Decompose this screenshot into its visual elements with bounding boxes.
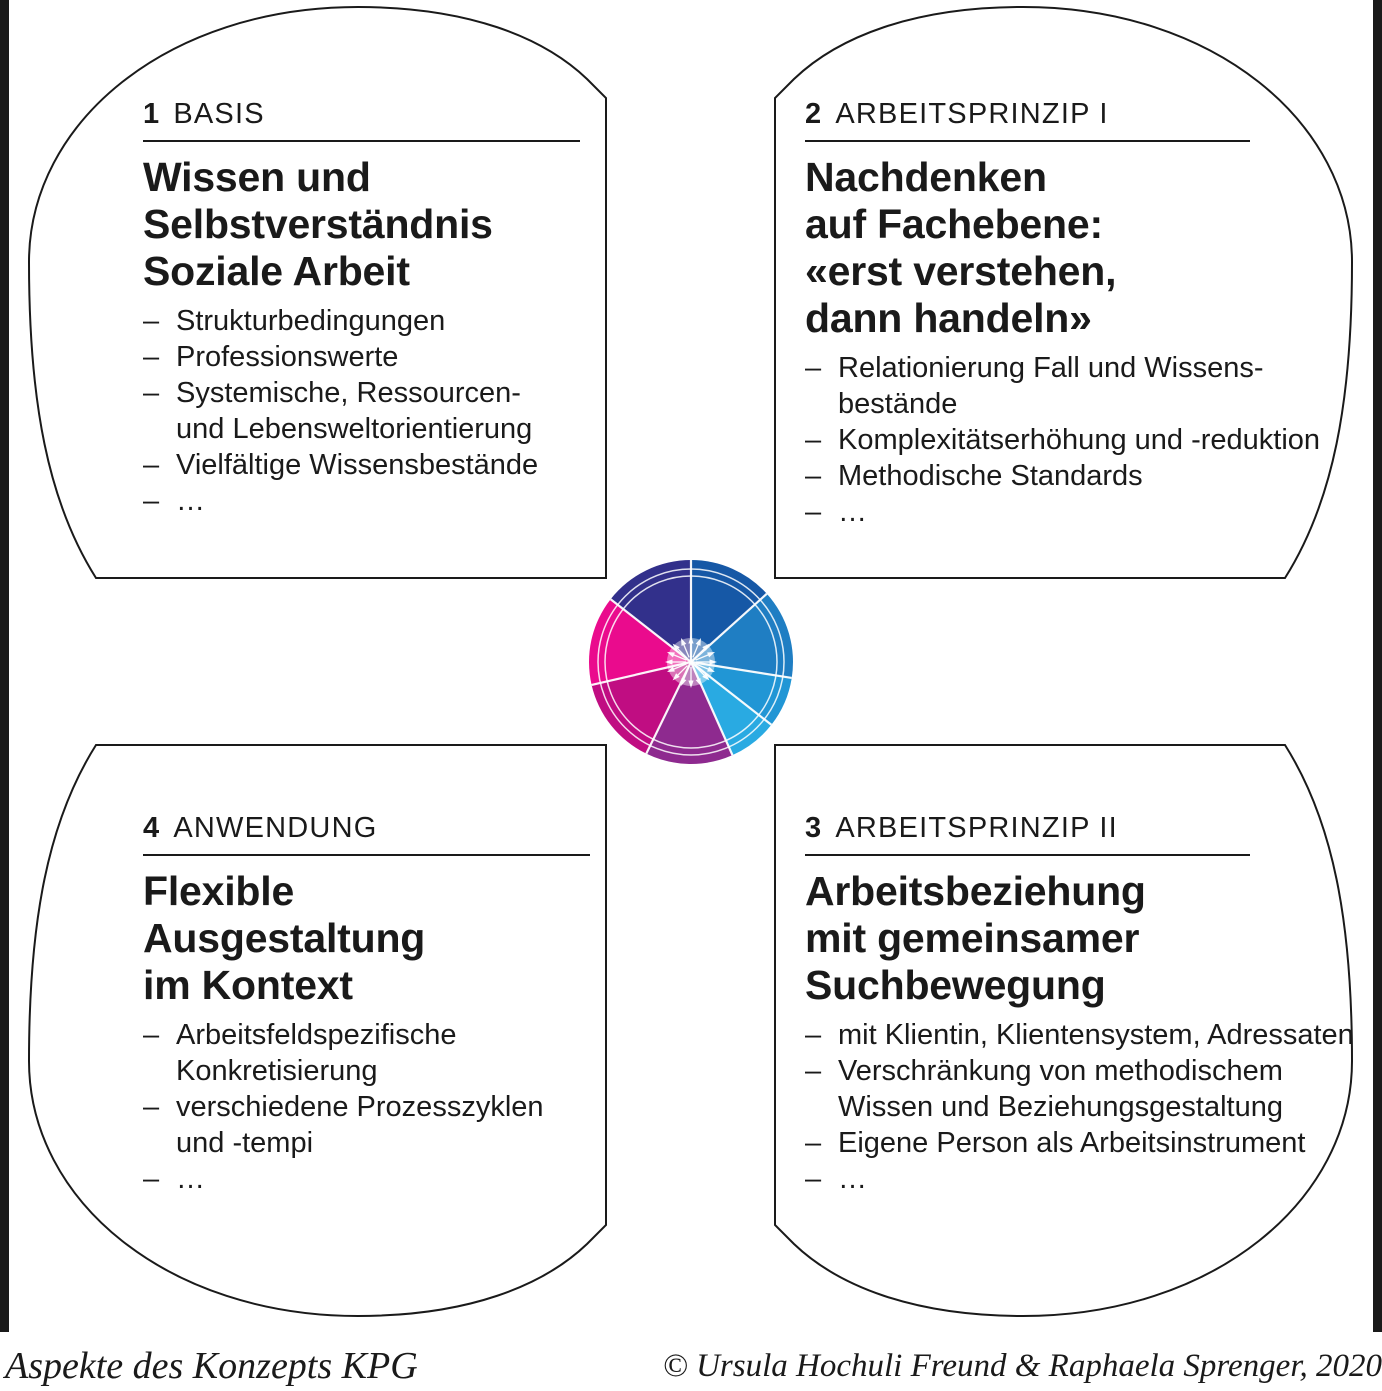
bullet-indent [143,1053,176,1089]
title-line: Wissen und [143,154,371,200]
bullet-item [805,350,1325,386]
bullet-dash: – [805,1019,822,1051]
quadrant-label-text: ARBEITSPRINZIP I [835,98,1109,130]
bullet-item [805,1017,1354,1053]
bullet-dash: – [143,1019,160,1051]
bullet-item-continuation [805,386,1325,422]
bullet-text: Relationierung Fall und Wissens- [838,352,1264,384]
quadrant-label-text: ANWENDUNG [173,812,378,844]
quadrant-title [805,868,1325,1009]
bullet-indent [143,411,176,447]
bullet-list [143,303,663,519]
bullet-item [143,1161,663,1197]
bullet-list [805,350,1325,530]
bullet-text: Vielfältige Wissensbestände [176,449,539,481]
quadrant-label [143,812,590,856]
bullet-item-continuation [805,1089,1325,1125]
bullet-item [143,1017,663,1053]
bullet-indent [143,1125,176,1161]
bullet-item [805,1053,1325,1089]
bullet-text: Konkretisierung [176,1055,378,1087]
bullet-item [805,1125,1325,1161]
title-line: dann handeln» [805,295,1092,341]
quadrant-label-text: ARBEITSPRINZIP II [835,812,1118,844]
quadrant-title [143,868,663,1009]
bullet-text: Systemische, Ressourcen- [176,377,521,409]
copyright-caption: © Ursula Hochuli Freund & Raphaela Sprenger, 2020 [662,1348,1382,1384]
title-line: Arbeitsbeziehung [805,868,1146,914]
title-line: im Kontext [143,962,353,1008]
quadrant-number: 4 [143,812,161,844]
bullet-indent [805,386,838,422]
bullet-item [143,483,663,519]
crop-mark-right [1373,0,1382,1332]
bullet-dash: – [143,1091,160,1123]
bullet-text: … [176,485,205,517]
bullet-dash: – [805,460,822,492]
quadrant-arbeitsprinzip-1 [805,98,1325,530]
bullet-text: Wissen und Beziehungsgestaltung [838,1091,1283,1123]
quadrant-label [805,98,1250,142]
bullet-dash: – [143,305,160,337]
title-line: Soziale Arbeit [143,248,410,294]
quadrant-number: 3 [805,812,823,844]
quadrant-number: 2 [805,98,823,130]
bullet-dash: – [143,485,160,517]
bullet-dash: – [143,341,160,373]
quadrant-label [143,98,580,142]
bullet-item [805,1161,1325,1197]
crop-mark-left [0,0,9,1332]
quadrant-number: 1 [143,98,161,130]
bullet-list [805,1017,1354,1197]
bullet-text: Eigene Person als Arbeitsinstrument [838,1127,1306,1159]
title-line: Ausgestaltung [143,915,426,961]
bullet-dash: – [805,352,822,384]
quadrant-title [143,154,663,295]
bullet-text: Arbeitsfeldspezifische [176,1019,457,1051]
bullet-item [143,303,663,339]
title-line: Flexible [143,868,295,914]
title-line: auf Fachebene: [805,201,1103,247]
quadrant-label [805,812,1250,856]
bullet-dash: – [805,1163,822,1195]
quadrant-anwendung [143,812,663,1197]
bullet-text: … [838,496,867,528]
bullet-item-continuation [143,1125,663,1161]
bullet-dash: – [805,1127,822,1159]
quadrant-basis [143,98,663,519]
title-line: Selbstverständnis [143,201,493,247]
bullet-text: und Lebensweltorientierung [176,413,533,445]
bullet-text: mit Klientin, Klientensystem, Adressaten [838,1019,1354,1051]
figure-caption: Aspekte des Konzepts KPG [5,1345,418,1387]
quadrant-label-text: BASIS [173,98,265,130]
bullet-item-continuation [143,1053,663,1089]
bullet-item [805,422,1325,458]
title-line: Suchbewegung [805,962,1106,1008]
bullet-list [143,1017,663,1197]
bullet-dash: – [805,496,822,528]
process-wheel [589,560,793,764]
bullet-dash: – [143,449,160,481]
bullet-text: Professionswerte [176,341,399,373]
bullet-text: verschiedene Prozesszyklen [176,1091,544,1123]
title-line: Nachdenken [805,154,1047,200]
bullet-dash: – [143,377,160,409]
bullet-dash: – [805,1055,822,1087]
bullet-item [143,1089,663,1125]
title-line: «erst verstehen, [805,248,1117,294]
bullet-dash: – [143,1163,160,1195]
bullet-indent [805,1089,838,1125]
bullet-text: Komplexitätserhöhung und -reduktion [838,424,1321,456]
bullet-text: Verschränkung von methodischem [838,1055,1283,1087]
bullet-item [143,375,663,411]
bullet-text: Strukturbedingungen [176,305,446,337]
bullet-text: und -tempi [176,1127,314,1159]
bullet-text: bestände [838,388,958,420]
bullet-item [805,458,1325,494]
bullet-dash: – [805,424,822,456]
bullet-text: … [176,1163,205,1195]
bullet-text: Methodische Standards [838,460,1143,492]
bullet-item [805,494,1325,530]
quadrant-arbeitsprinzip-2 [805,812,1354,1197]
bullet-item-continuation [143,411,663,447]
bullet-text: … [838,1163,867,1195]
bullet-item [143,339,663,375]
quadrant-title [805,154,1325,342]
bullet-item [143,447,663,483]
title-line: mit gemeinsamer [805,915,1140,961]
